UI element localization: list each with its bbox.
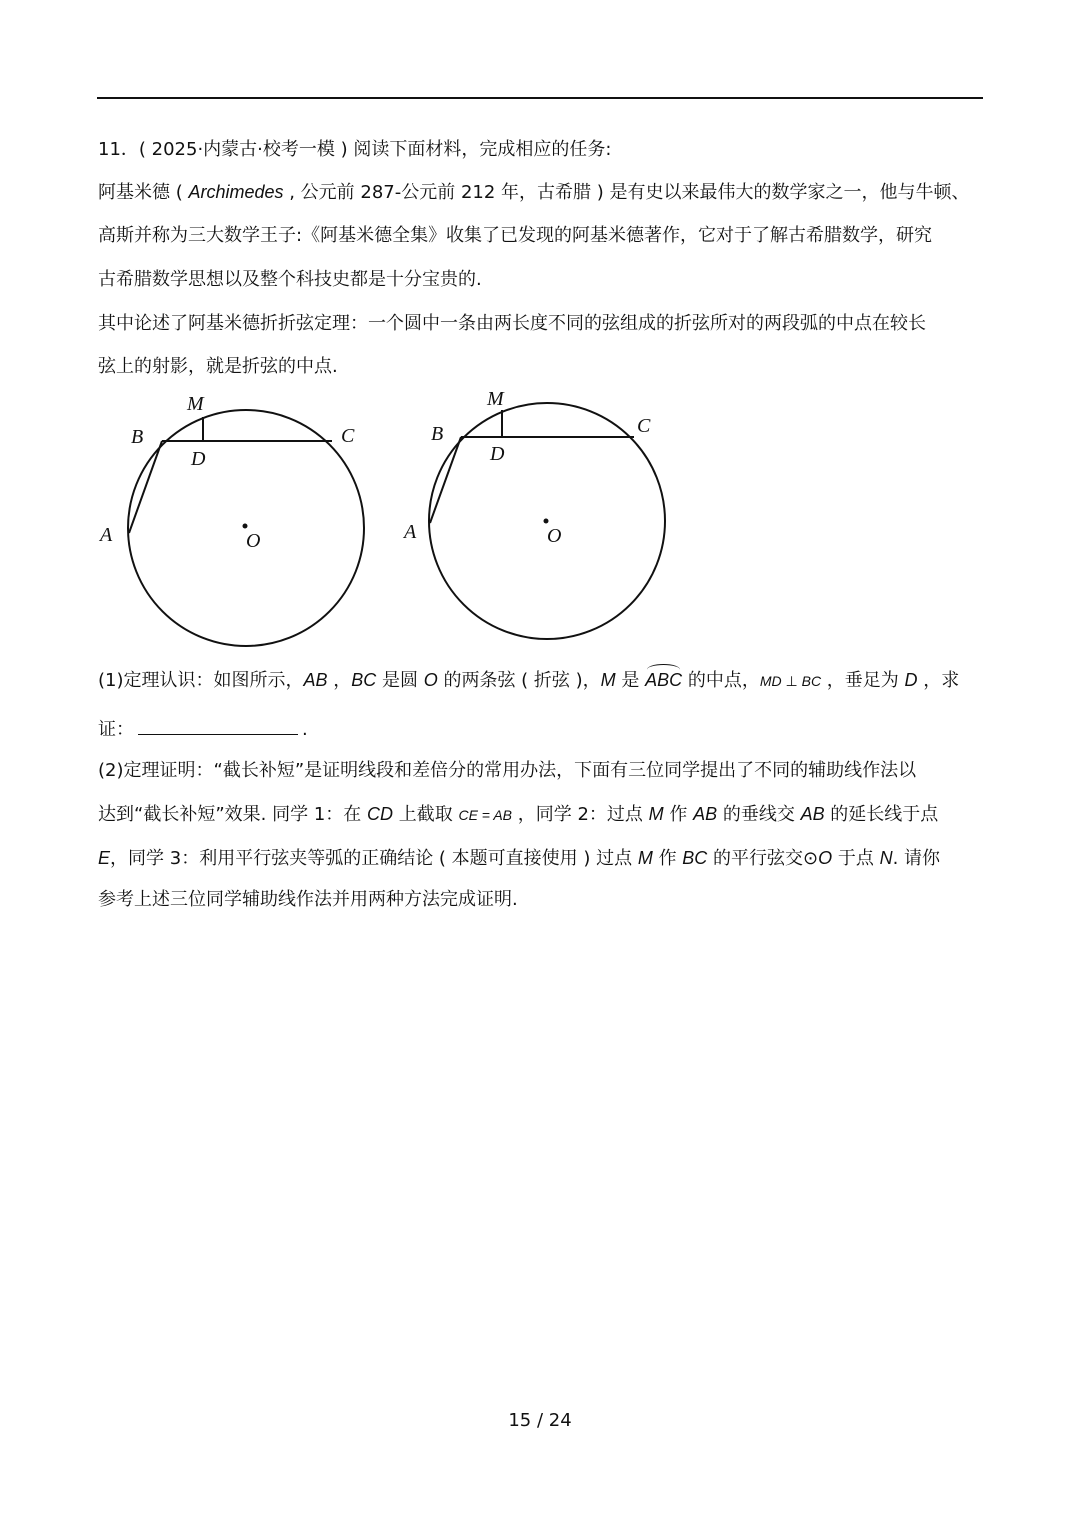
q1-text-b: 是圆 bbox=[376, 670, 424, 691]
q2-l3-text-a: ，同学 3：利用平行弦夹等弧的正确结论 ( 本题可直接使用 ) 过点 bbox=[110, 848, 638, 869]
q1-ab: AB bbox=[303, 670, 328, 690]
q2-cd: CD bbox=[367, 804, 393, 824]
question-1-line-1 bbox=[98, 664, 988, 693]
figure-2-label-d: D bbox=[490, 443, 505, 465]
figure-1-label-b: B bbox=[131, 426, 144, 448]
figure-1-label-o: O bbox=[246, 530, 261, 552]
figure-2-label-c: C bbox=[637, 415, 651, 437]
question-2-line-3 bbox=[98, 846, 988, 871]
figure-1-label-m: M bbox=[187, 393, 204, 415]
q2-l2-text-b: 上截取 bbox=[393, 804, 459, 825]
figure-2 bbox=[402, 388, 665, 639]
answer-blank[interactable] bbox=[138, 716, 298, 735]
figure-1 bbox=[98, 393, 364, 646]
p2-line1-text: 其中论述了阿基米德折折弦定理：一个圆中一条由两长度不同的弦组成的折弦所对的两段弧的中点在较长 bbox=[98, 313, 926, 334]
figure-2-label-a: A bbox=[404, 521, 417, 543]
problem-heading-text: 11．( 2025·内蒙古·校考一模 ) 阅读下面材料，完成相应的任务: bbox=[98, 139, 612, 160]
p1-text-b: , 公元前 287-公元前 212 年，古希腊 ) 是有史以来最伟大的数学家之一，他与牛顿、 bbox=[283, 182, 970, 203]
q2-l2-ab: AB bbox=[693, 804, 718, 824]
q2-l3-o: O bbox=[818, 848, 833, 868]
q1-line2-text: 证： bbox=[98, 719, 134, 740]
q2-l3-text-d: 于点 bbox=[832, 848, 880, 869]
q1-bc: BC bbox=[351, 670, 377, 690]
figure-1-label-a: A bbox=[100, 524, 113, 546]
q2-l2-text-e: 的垂线交 bbox=[717, 804, 801, 825]
q2-l2-text-f: 的延长线于点 bbox=[824, 804, 939, 825]
q2-l3-m: M bbox=[637, 848, 653, 868]
q2-l2-text-d: 作 bbox=[663, 804, 694, 825]
p1-line2-text: 高斯并称为三大数学王子:《阿基米德全集》收集了已发现的阿基米德著作，它对于了解古希腊数学，研究 bbox=[98, 225, 933, 246]
archimedes-name: Archimedes bbox=[188, 182, 284, 202]
q1-text-f: ，垂足为 bbox=[821, 670, 905, 691]
question-2-line-2 bbox=[98, 802, 988, 827]
q1-sep: ， bbox=[327, 670, 352, 691]
q2-ce-eq-ab: CE = AB bbox=[458, 807, 513, 823]
figure-1-label-d: D bbox=[191, 448, 206, 470]
q2-l3-text-b: 作 bbox=[652, 848, 683, 869]
q2-l2-m: M bbox=[648, 804, 664, 824]
q1-line2-period: . bbox=[302, 719, 308, 740]
q1-m: M bbox=[600, 670, 616, 690]
q1-md-perp-bc: MD ⊥ BC bbox=[759, 673, 822, 689]
q1-text-a: (1)定理认识：如图所示， bbox=[98, 670, 304, 691]
page-number: 15 / 24 bbox=[508, 1410, 572, 1431]
question-1-line-2 bbox=[98, 716, 988, 742]
figure-1-center-dot bbox=[243, 524, 248, 529]
q1-text-d: 是 bbox=[615, 670, 646, 691]
q2-l2-ab2: AB bbox=[800, 804, 825, 824]
q2-line4-text: 参考上述三位同学辅助线作法并用两种方法完成证明. bbox=[98, 889, 518, 910]
q2-l3-text-e: . 请你 bbox=[892, 848, 941, 869]
q2-l2-text-c: ，同学 2：过点 bbox=[512, 804, 649, 825]
q1-text-c: 的两条弦 ( 折弦 )， bbox=[437, 670, 601, 691]
q2-l3-text-c: 的平行弦交⊙ bbox=[707, 848, 819, 869]
question-2-line-1 bbox=[98, 759, 988, 783]
q2-l3-bc: BC bbox=[682, 848, 708, 868]
q2-line1-text: (2)定理证明：“截长补短”是证明线段和差倍分的常用办法，下面有三位同学提出了不同的辅助线作法以 bbox=[98, 760, 917, 781]
figure-2-chord-ab bbox=[430, 437, 461, 523]
figure-2-center-dot bbox=[544, 519, 549, 524]
q1-o: O bbox=[423, 670, 438, 690]
arc-abc: ABC bbox=[645, 664, 682, 692]
figure-2-label-o: O bbox=[547, 525, 562, 547]
q2-l3-n: N bbox=[879, 848, 893, 868]
p1-text-a: 阿基米德 ( bbox=[98, 182, 189, 203]
p1-line3-text: 古希腊数学思想以及整个科技史都是十分宝贵的. bbox=[98, 269, 482, 290]
figure-1-chord-ab bbox=[129, 441, 162, 533]
p2-line2-text: 弦上的射影，就是折弦的中点. bbox=[98, 356, 338, 377]
q1-d: D bbox=[904, 670, 918, 690]
question-2-line-4 bbox=[98, 888, 988, 912]
q1-text-g: ，求 bbox=[917, 670, 960, 691]
q1-text-e: 的中点， bbox=[682, 670, 760, 691]
q2-l2-text-a: 达到“截长补短”效果. 同学 1：在 bbox=[98, 804, 367, 825]
figure-2-label-b: B bbox=[431, 423, 444, 445]
figure-1-label-c: C bbox=[341, 425, 355, 447]
figure-2-label-m: M bbox=[487, 388, 504, 410]
q2-l3-e: E bbox=[98, 848, 111, 868]
